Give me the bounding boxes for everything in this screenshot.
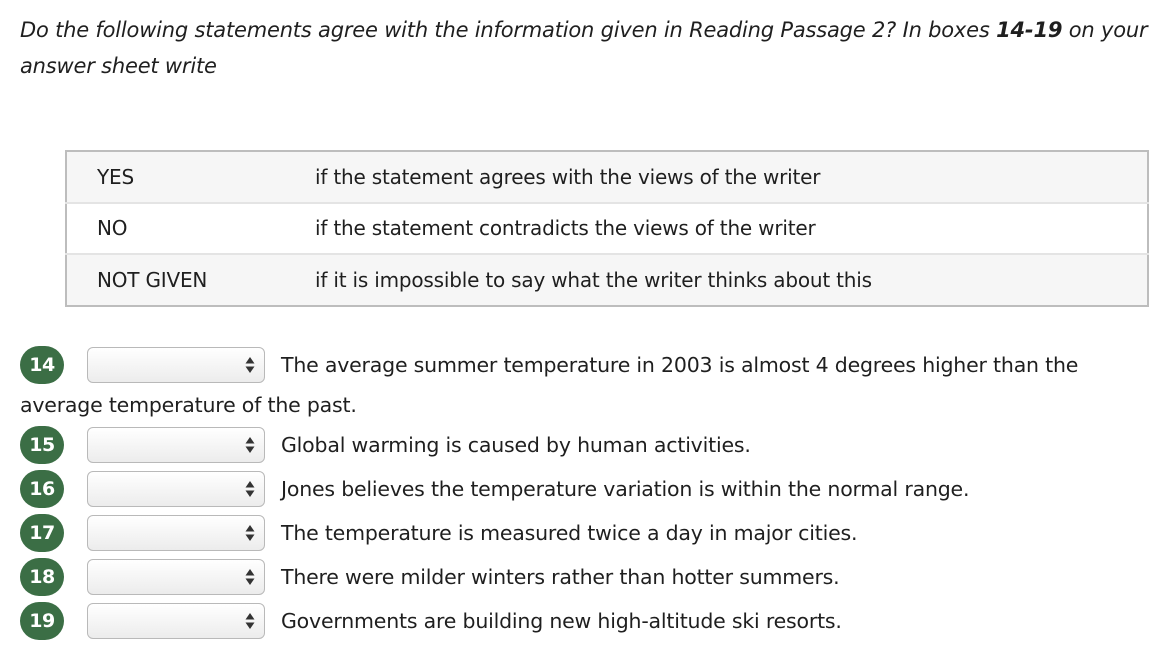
key-term: YES: [97, 164, 134, 189]
answer-select-18[interactable]: [87, 559, 265, 595]
question-number-badge: 16: [20, 470, 64, 508]
instructions-text-2: on your answer sheet write: [20, 18, 1148, 78]
question-text: Jones believes the temperature variation is within the normal range.: [281, 477, 970, 501]
question-number-badge: 19: [20, 602, 64, 640]
question-text: The temperature is measured twice a day in major cities.: [281, 521, 858, 545]
key-meaning: if it is impossible to say what the writer thinks about this: [315, 254, 1148, 306]
key-meaning: if the statement agrees with the views of the writer: [315, 164, 821, 189]
key-term: NO: [66, 203, 315, 255]
select-arrows-icon: [245, 524, 255, 542]
answer-select-16[interactable]: [87, 471, 265, 507]
instructions-text-1: Do the following statements agree with the information given in Reading Passage 2? In boxes: [20, 18, 997, 42]
select-arrows-icon: [245, 568, 255, 586]
answer-key-table: [65, 150, 1149, 307]
question-number-badge: 18: [20, 558, 64, 596]
answer-select-19[interactable]: [87, 603, 265, 639]
question-number-badge: 17: [20, 514, 64, 552]
select-arrows-icon: [245, 612, 255, 630]
question-text: The average summer temperature in 2003 is almost 4 degrees higher than the average temperature of the past.: [20, 353, 1079, 417]
instructions: [20, 12, 1150, 84]
question-text: Global warming is caused by human activities.: [281, 433, 751, 457]
select-arrows-icon: [245, 480, 255, 498]
question-number-badge: 15: [20, 426, 64, 464]
instructions-range: 14-19: [996, 18, 1063, 42]
question-text: There were milder winters rather than hotter summers.: [281, 565, 840, 589]
select-arrows-icon: [245, 436, 255, 454]
key-row-no: [66, 203, 1148, 255]
question-number-badge: 14: [20, 346, 64, 384]
key-term: NOT GIVEN: [66, 254, 315, 306]
key-row-yes: [66, 151, 1148, 203]
key-row-not-given: [66, 254, 1148, 306]
key-meaning: if the statement contradicts the views of the writer: [315, 203, 1148, 255]
question-text: Governments are building new high-altitude ski resorts.: [281, 609, 842, 633]
answer-select-17[interactable]: [87, 515, 265, 551]
answer-select-15[interactable]: [87, 427, 265, 463]
